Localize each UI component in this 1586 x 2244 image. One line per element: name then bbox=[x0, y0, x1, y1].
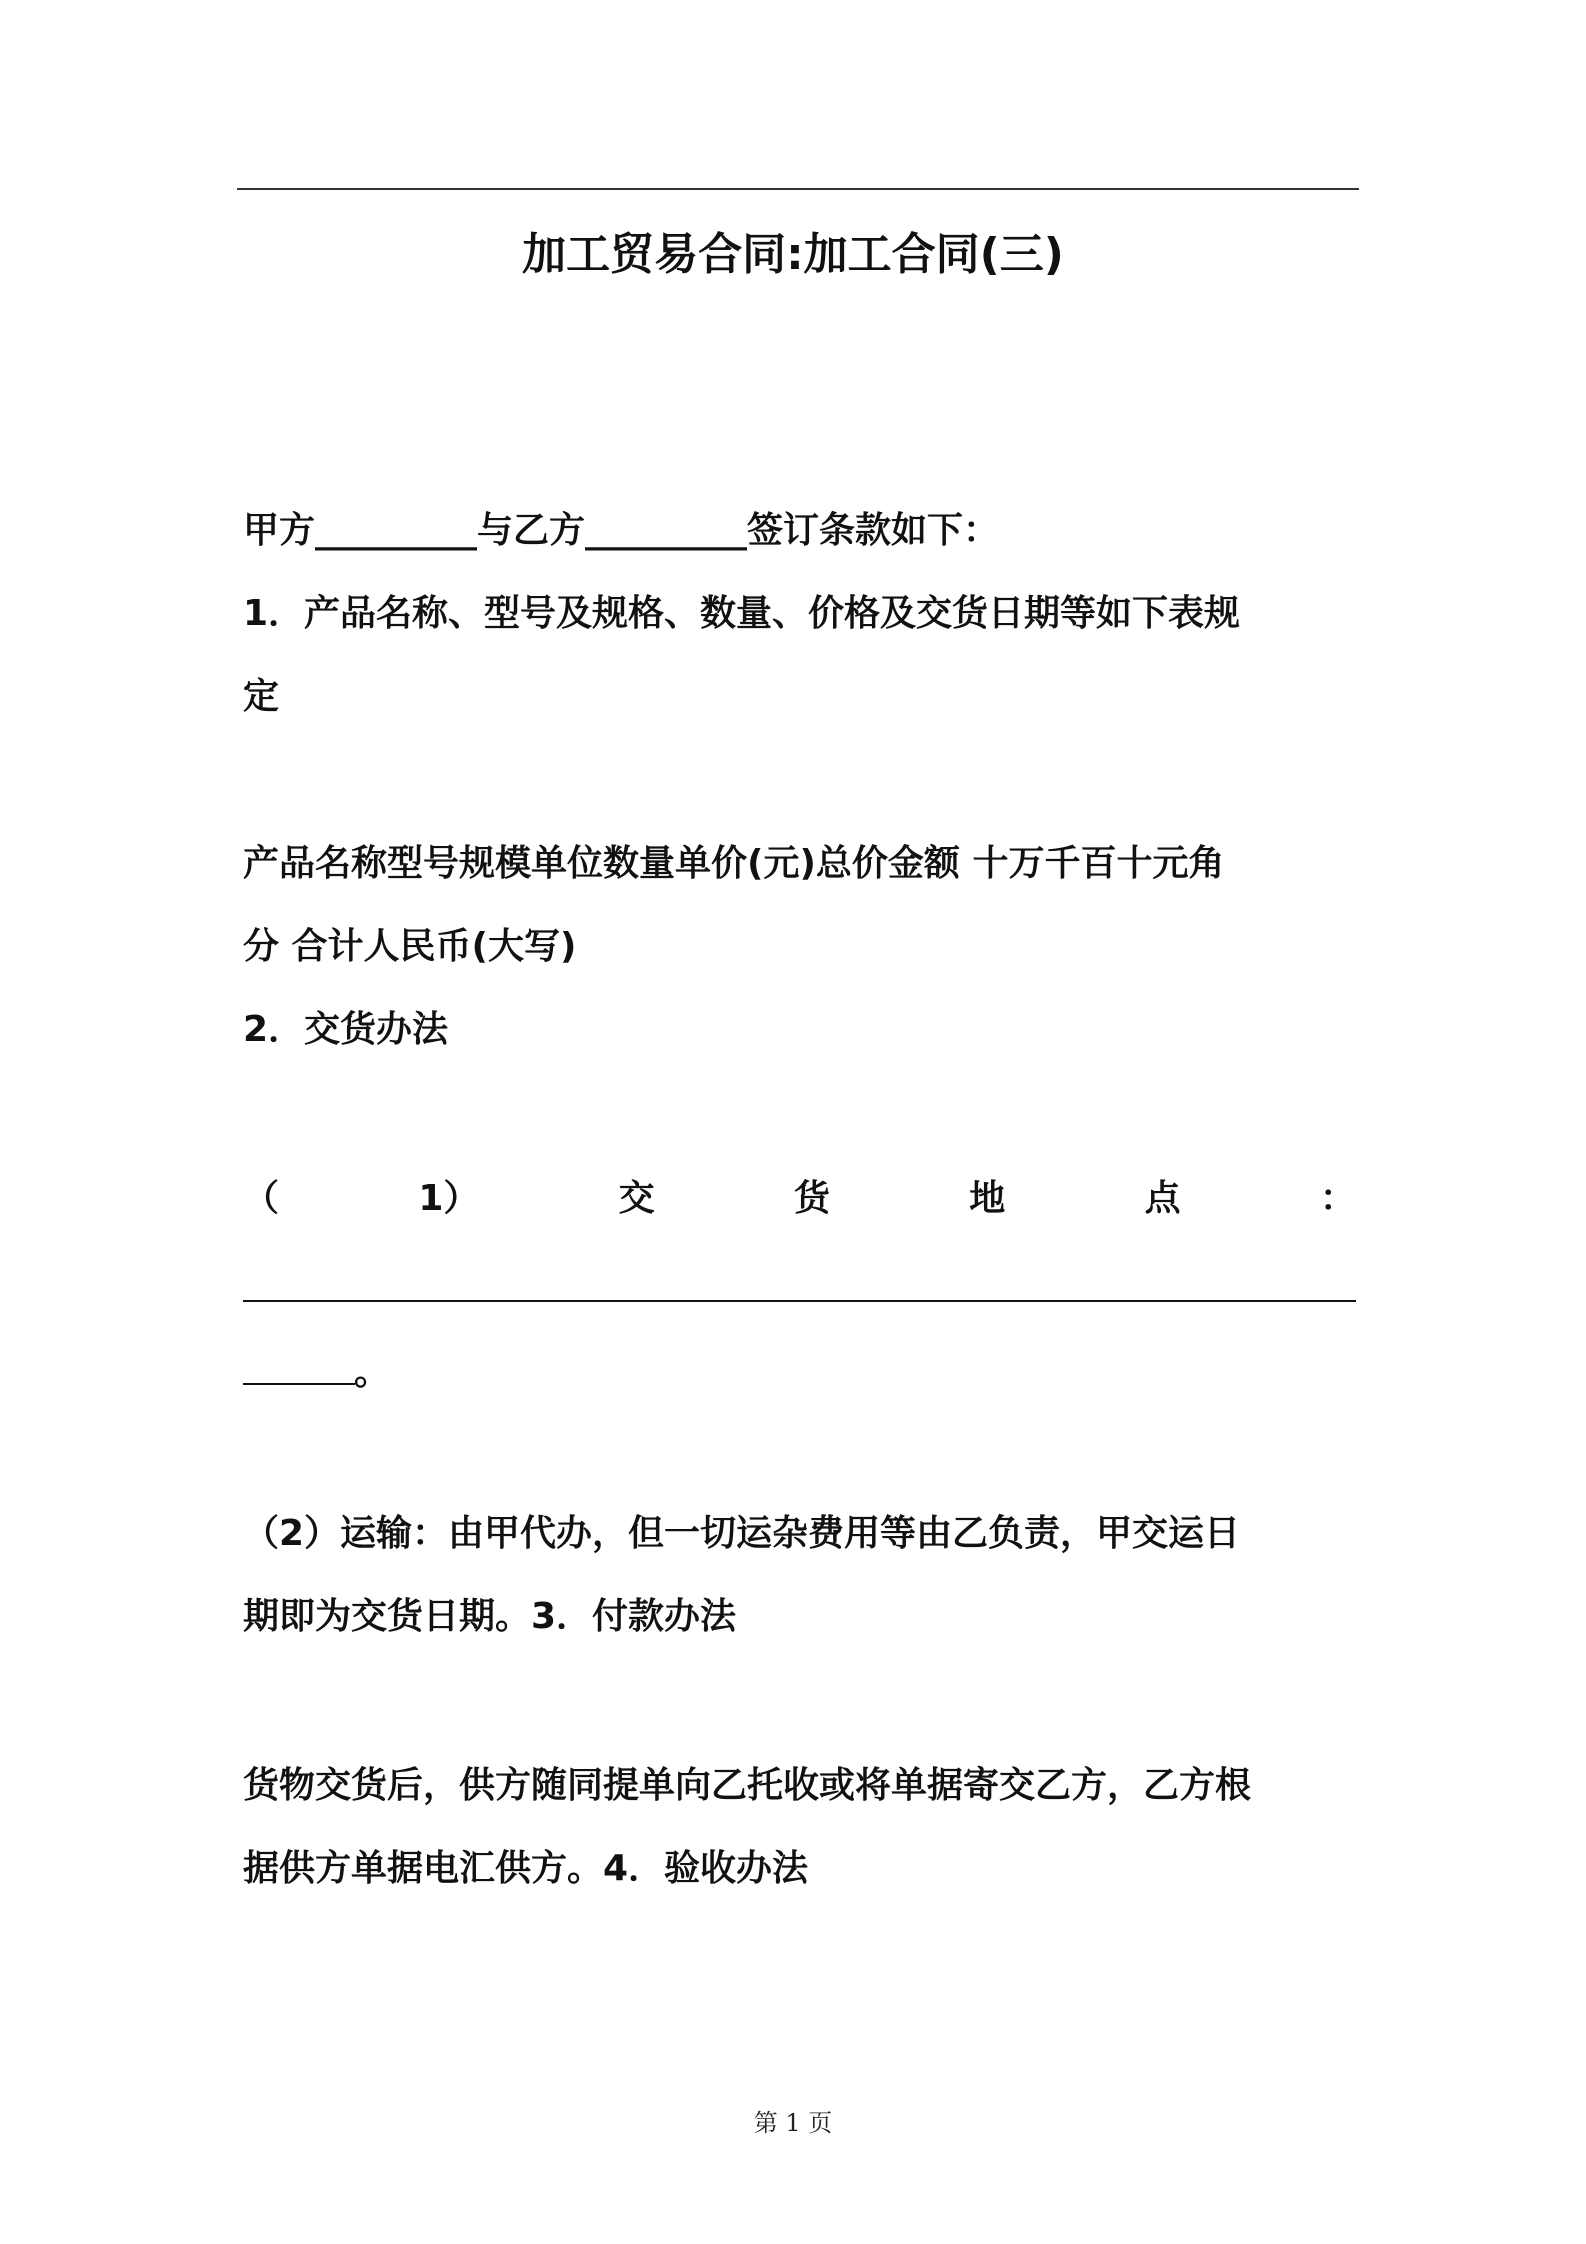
delivery-place-part: 货 bbox=[793, 1178, 830, 1219]
document-title: 加工贸易合同:加工合同(三) bbox=[522, 229, 1064, 280]
delivery-place-part: 点 bbox=[1144, 1178, 1181, 1219]
delivery-place-part: ： bbox=[1319, 1178, 1356, 1219]
delivery-place-part: 交 bbox=[618, 1178, 655, 1219]
clause-2-heading: 2．交货办法 bbox=[243, 1009, 449, 1050]
delivery-place-part: 地 bbox=[969, 1178, 1006, 1219]
table-header-line-2: 分 合计人民币(大写) bbox=[243, 926, 577, 967]
clause-1-line-1: 1．产品名称、型号及规格、数量、价格及交货日期等如下表规 bbox=[243, 593, 1241, 634]
delivery-place-end-mark: 。 bbox=[354, 1352, 391, 1393]
table-header-line-1: 产品名称型号规模单位数量单价(元)总价金额 十万千百十元角 bbox=[243, 843, 1225, 884]
delivery-place-blank-continued bbox=[243, 1383, 355, 1385]
payment-line-1: 货物交货后，供方随同提单向乙托收或将单据寄交乙方，乙方根 bbox=[243, 1765, 1252, 1806]
parties-line: 甲方_________与乙方_________签订条款如下： bbox=[243, 510, 1000, 551]
header-rule bbox=[237, 188, 1359, 190]
clause-1-line-2: 定 bbox=[243, 676, 280, 717]
delivery-place-part: 1） bbox=[418, 1178, 480, 1219]
delivery-place-line bbox=[243, 1170, 1356, 1221]
payment-line-2: 据供方单据电汇供方。4．验收办法 bbox=[243, 1848, 809, 1889]
delivery-place-part: （ bbox=[243, 1178, 280, 1219]
delivery-place-blank bbox=[243, 1300, 1356, 1302]
transport-line-1: （2）运输：由甲代办，但一切运杂费用等由乙负责，甲交运日 bbox=[243, 1513, 1241, 1554]
page-number: 第 1 页 bbox=[753, 2109, 833, 2137]
transport-line-2: 期即为交货日期。3．付款办法 bbox=[243, 1596, 737, 1637]
